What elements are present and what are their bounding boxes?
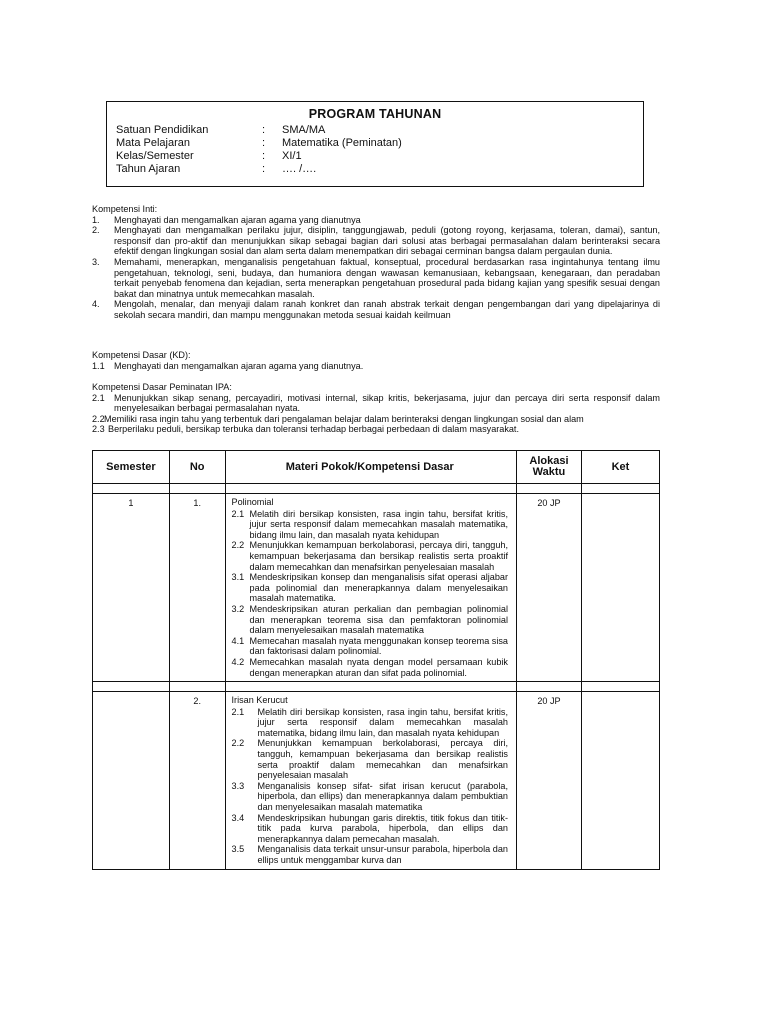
kd-item [92,361,660,372]
materi-sub-item [232,813,508,845]
info-colon: : [262,163,266,175]
sub-number: 2.2 [231,540,245,551]
header-semester: Semester [93,451,170,484]
info-row [116,163,402,176]
kdp-item [92,424,660,435]
cell-semester: 1 [93,494,170,682]
materi-sub-item [232,844,508,865]
info-value: Matematika (Peminatan) [282,137,402,149]
info-value: …. /…. [282,163,317,175]
ki-item [92,215,660,226]
sub-number: 3.3 [231,780,245,791]
materi-sub-item [232,572,508,604]
info-colon: : [262,124,266,136]
kdp-item-text: Memiliki rasa ingin tahu yang terbentuk dari pengalaman belajar dalam berinteraksi dengan lingkungan sosial dan alam [104,413,584,424]
info-row [116,137,402,150]
header-materi: Materi Pokok/Kompetensi Dasar [225,451,516,484]
header-alokasi: Alokasi Waktu [516,451,581,484]
kdp-item-text: Berperilaku peduli, bersikap terbuka dan toleransi terhadap berbagai perbedaan di dalam masyarakat. [108,424,519,435]
info-colon: : [262,137,266,149]
materi-sub-item [232,738,508,780]
kdp-section [92,382,660,435]
cell-no: 1. [169,494,225,682]
sub-text: Menunjukkan kemampuan berkolaborasi, percaya diri, tangguh, kemampuan bekerjasama dan bersikap realistis serta proaktif dalam memecahkan dan menafsirkan penyelesaian masalah [257,738,508,781]
header-ket: Ket [581,451,659,484]
ki-item [92,225,660,257]
sub-number: 3.4 [231,812,245,823]
sub-number: 3.1 [231,572,245,583]
materi-sub-item [232,781,508,813]
materi-sub-item [232,707,508,739]
info-label: Kelas/Semester [116,150,194,162]
sub-number: 2.1 [231,508,245,519]
cell-semester [93,692,170,870]
info-label: Satuan Pendidikan [116,124,209,136]
ki-item [92,257,660,299]
sub-text: Menunjukkan kemampuan berkolaborasi, percaya diri, tangguh, kemampuan bekerjasama dan bersikap realistis serta proaktif dalam memecahkan dan menafsirkan penyelesaian masalah [249,540,508,572]
cell-materi [225,494,516,682]
materi-sub-item [232,540,508,572]
kdp-item-text: Menunjukkan sikap senang, percayadiri, motivasi internal, sikap kritis, bekerjasama, jujur dan percaya diri serta responsif dalam menyelesaikan berbagai permasalahan nyata. [114,392,660,414]
info-row [116,150,402,163]
sub-text: Melatih diri bersikap konsisten, rasa ingin tahu, bersifat kritis, jujur serta responsif dalam memecahkan masalah matematika, bidang ilmu lain, dan masalah nyata kehidupan [257,706,508,738]
header-box [106,101,644,187]
info-label: Tahun Ajaran [116,163,181,175]
kdp-item [92,393,660,414]
document-title: PROGRAM TAHUNAN [308,107,442,121]
materi-sub-item [232,604,508,636]
kdp-item-number: 2.3 [92,424,105,435]
cell-materi [225,692,516,870]
table-row [93,494,660,682]
sub-text: Memecahan masalah nyata menggunakan konsep teorema sisa dan faktorisasi dalam polinomial. [249,635,508,657]
kdp-heading: Kompetensi Dasar Peminatan IPA: [92,382,232,392]
cell-alokasi: 20 JP [516,494,581,682]
header-no: No [169,451,225,484]
sub-number: 2.1 [231,706,245,717]
sub-text: Mendeskripsikan hubungan garis direktis, titik fokus dan titik-titik pada kurva parabola, hiperbola, dan ellips dan menerapkannya dalam pemecahan masalah. [257,812,508,844]
materi-title: Polinomial [231,497,274,507]
sub-text: Menganalisis konsep sifat- sifat irisan kerucut (parabola, hiperbola, dan ellips) dan menerapkannya dalam pembuktian dan menyelesaikan masalah matematika [257,780,508,813]
kd-section [92,350,660,371]
materi-sub-item [232,509,508,541]
program-table [92,450,660,870]
ki-section [92,204,660,321]
ki-item-number: 4. [92,299,100,310]
sub-number: 3.5 [231,844,245,855]
kdp-item-number: 2.1 [92,392,105,403]
kd-item-text: Menghayati dan mengamalkan ajaran agama yang dianutnya. [114,360,364,371]
sub-text: Memecahkan masalah nyata dengan model persamaan kubik dengan menerapkan aturan dan sifat pada polinomial. [249,656,508,678]
table-gap-row [93,682,660,692]
ki-item-number: 1. [92,214,100,225]
info-value: SMA/MA [282,124,326,136]
cell-alokasi: 20 JP [516,692,581,870]
kd-item-number: 1.1 [92,360,105,371]
info-row [116,124,402,137]
ki-heading: Kompetensi Inti: [92,204,158,214]
sub-text: Mendeskripsikan konsep dan menganalisis sifat operasi aljabar pada polinomial dan menerapkannya dalam menyelesaikan masalah matematika. [249,572,508,604]
cell-ket [581,692,659,870]
info-value: XI/1 [282,150,302,162]
kd-heading: Kompetensi Dasar (KD): [92,350,191,360]
table-header-row [93,451,660,484]
sub-text: Menganalisis data terkait unsur-unsur parabola, hiperbola dan ellips untuk menggambar kurva dan [257,844,508,865]
sub-number: 3.2 [231,603,245,614]
ki-item-number: 2. [92,225,100,236]
materi-title: Irisan Kerucut [231,695,288,706]
ki-item-text: Menghayati dan mengamalkan perilaku jujur, disiplin, tanggungjawab, peduli (gotong royong, kerjasama, toleran, damai), santun, responsif dan pro-aktif dan menunjukkan sikap sebagai bagian dari solusi atas berbagai permasalahan dalam berinteraksi secara efektif dengan lingkungan sosial dan alam serta dalam menempatkan diri sebagai cerminan bangsa dalam pergaulan dunia. [114,225,660,257]
ki-item-number: 3. [92,256,100,267]
ki-item-text: Menghayati dan mengamalkan ajaran agama yang dianutnya [114,214,361,225]
ki-item-text: Memahami, menerapkan, menganalisis pengetahuan faktual, konseptual, procedural berdasarkan rasa ingintahunya tentang ilmu pengetahuan, teknologi, seni, budaya, dan humaniora dengan wawasan kemanusiaan, kebangsaan, kenegaraan, dan peradaban terkait penyebab fenomena dan kejadian, serta menerapkan pengetahuan prosedural pada bidang kajian yang spesifik sesuai dengan bakat dan minatnya untuk memecahkan masalah. [114,256,660,299]
info-table [116,124,402,176]
materi-sub-item [232,636,508,657]
kdp-item [92,414,660,425]
sub-number: 2.2 [231,738,245,749]
materi-sub-item [232,657,508,678]
sub-text: Melatih diri bersikap konsisten, rasa ingin tahu, bersifat kritis, jujur serta responsif dalam memecahkan masalah matematika, bidang ilmu lain, dan masalah nyata kehidupan [249,508,508,540]
info-colon: : [262,150,266,162]
ki-item-text: Mengolah, menalar, dan menyaji dalam ranah konkret dan ranah abstrak terkait dengan pengembangan dari yang dipelajarinya di sekolah secara mandiri, dan mampu menggunakan metoda sesuai kaidah keilmuan [114,299,660,320]
info-label: Mata Pelajaran [116,137,190,149]
sub-text: Mendeskripsikan aturan perkalian dan pembagian polinomial dan menerapkan teorema sisa dan pemfaktoran polinomial dalam menyelesaikan masalah matematika [249,603,508,636]
kdp-item-number: 2.2 [92,413,105,424]
table-row [93,692,660,870]
cell-ket [581,494,659,682]
sub-number: 4.2 [231,656,245,667]
sub-number: 4.1 [231,635,245,646]
cell-no: 2. [169,692,225,870]
ki-item [92,299,660,320]
table-gap-row [93,484,660,494]
